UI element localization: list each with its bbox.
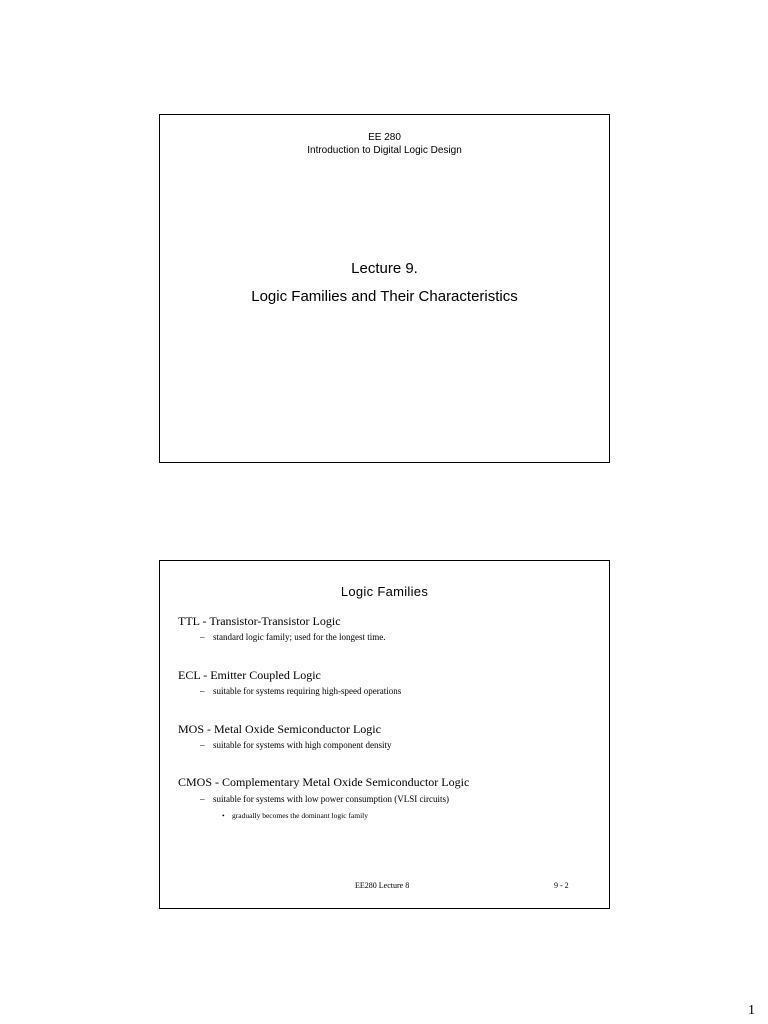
slide-number: 9 - 2: [554, 881, 569, 890]
bullet-marker: •: [222, 811, 225, 820]
cmos-heading: CMOS - Complementary Metal Oxide Semiconductor Logic: [178, 775, 470, 789]
ecl-detail: [200, 686, 401, 696]
cmos-detail-text: suitable for systems with low power consumption (VLSI circuits): [213, 794, 449, 804]
slide-title: Logic Families: [340, 584, 429, 599]
dash-marker: –: [200, 740, 205, 750]
title-slide: [159, 114, 610, 463]
slide-footer-label: EE280 Lecture 8: [355, 881, 410, 890]
dash-marker: –: [200, 686, 205, 696]
cmos-subdetail: [222, 811, 368, 820]
lecture-number: Lecture 9.: [351, 260, 418, 277]
dash-marker: –: [200, 632, 205, 642]
course-name: Introduction to Digital Logic Design: [307, 145, 462, 156]
lecture-title: Logic Families and Their Characteristics: [251, 288, 518, 305]
mos-heading: MOS - Metal Oxide Semiconductor Logic: [178, 722, 381, 736]
mos-detail: [200, 740, 391, 750]
mos-detail-text: suitable for systems with high component density: [213, 740, 392, 750]
ecl-heading: ECL - Emitter Coupled Logic: [178, 668, 321, 682]
ttl-detail-text: standard logic family; used for the longest time.: [213, 632, 386, 642]
course-code: EE 280: [368, 132, 401, 143]
ttl-detail: [200, 632, 385, 642]
cmos-subdetail-text: gradually becomes the dominant logic family: [232, 811, 369, 820]
cmos-detail: [200, 794, 449, 804]
ecl-detail-text: suitable for systems requiring high-speed operations: [213, 686, 402, 696]
ttl-heading: TTL - Transistor-Transistor Logic: [178, 614, 341, 628]
page-number: 1: [748, 1003, 755, 1018]
logic-families-slide: [159, 560, 610, 909]
dash-marker: –: [200, 794, 205, 804]
